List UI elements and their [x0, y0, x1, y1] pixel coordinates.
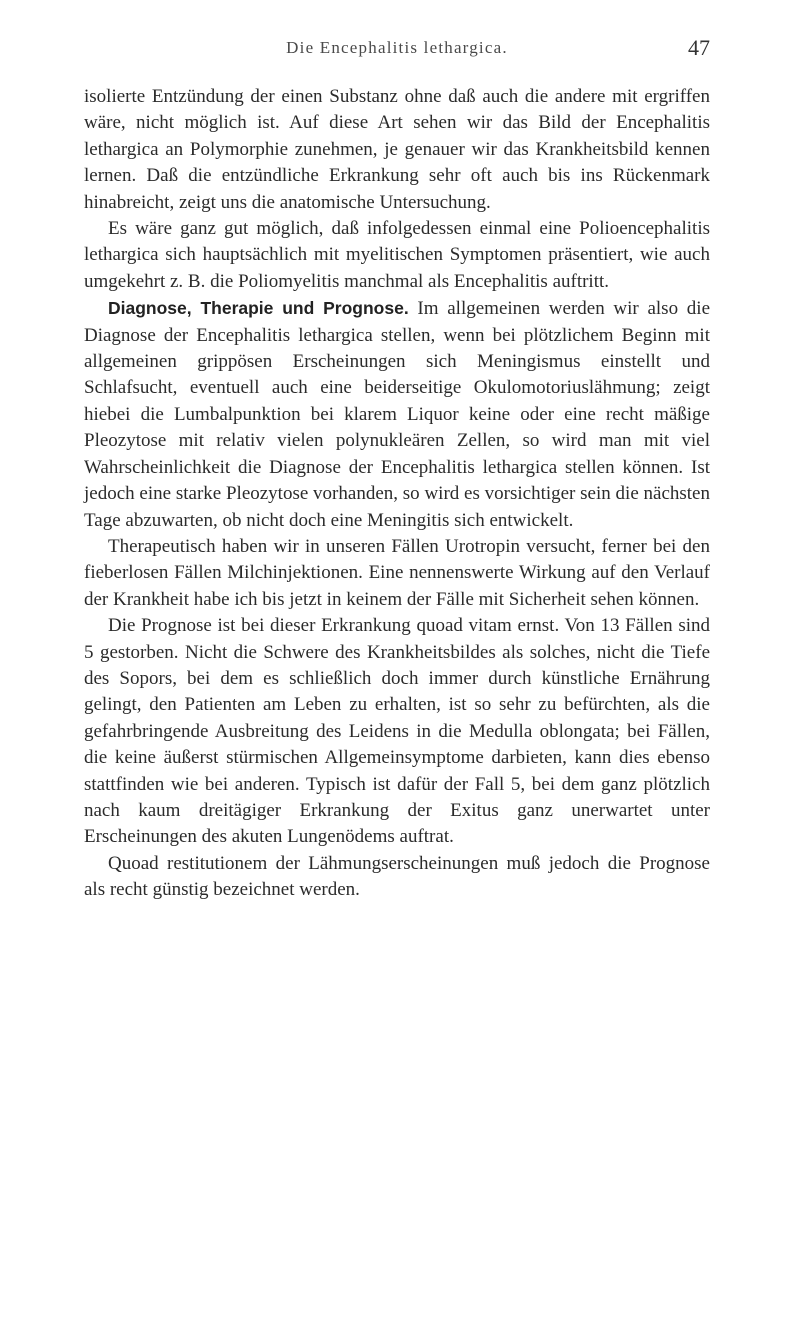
paragraph: Quoad restitutionem der Lähmungserscheinungen muß jedoch die Prognose als recht günstig bezeichnet werden.: [84, 852, 710, 901]
page-header: [84, 35, 710, 68]
paragraph: Therapeutisch haben wir in unseren Fällen Urotropin versucht, ferner bei den fieberlosen Fällen Milchinjektionen. Eine nennenswerte Wirkung auf den Verlauf der Krankheit habe ich bis jetzt in keinem der Fälle mit Sicherheit sehen können.: [84, 535, 710, 610]
paragraph: isolierte Entzündung der einen Substanz ohne daß auch die andere mit ergriffen wäre, nicht möglich ist. Auf diese Art sehen wir das Bild der Encephalitis lethargica an Polymorphie zunehmen, je genauer wir das Krankheitsbild kennen lernen. Daß die entzündliche Erkrankung sehr oft auch bis ins Rückenmark hinabreicht, zeigt uns die anatomische Untersuchung.: [84, 86, 710, 213]
page-number: 47: [688, 35, 710, 60]
paragraph: Die Prognose ist bei dieser Erkrankung quoad vitam ernst. Von 13 Fällen sind 5 gestorben. Nicht die Schwere des Krankheitsbildes als solches, nicht die Tiefe des Sopors, bei dem es schließlich doch immer durch künstliche Ernährung gelingt, den Patienten am Leben zu erhalten, ist so sehr zu befürchten, als die gefahrbringende Ausbreitung des Leidens in die Medulla oblongata; bei Fällen, die keine äußerst stürmischen Allgemeinsymptome darbieten, kann dies ebenso stattfinden wie bei anderen. Typisch ist dafür der Fall 5, bei dem ganz plötzlich nach kaum dreitägiger Erkrankung der Exitus ganz unerwartet unter Erscheinungen des akuten Lungenödems auftrat.: [84, 615, 710, 848]
paragraph: Es wäre ganz gut möglich, daß infolgedessen einmal eine Polioencephalitis lethargica sich hauptsächlich mit myelitischen Symptomen präsentiert, wie auch umgekehrt z. B. die Poliomyelitis manchmal als Encephalitis auftritt.: [84, 218, 710, 292]
section-heading: Diagnose, Therapie und Prognose.: [108, 298, 409, 319]
running-title: Die Encephalitis lethargica.: [286, 38, 508, 57]
paragraph: [84, 295, 710, 534]
paragraph-text: Im allgemeinen werden wir also die Diagnose der Encephalitis lethargica stellen, wenn bei plötzlichem Beginn mit allgemeinen grippösen Erscheinungen sich Meningismus einstellt und Schlafsucht, eventuell auch eine beiderseitige Okulomotoriuslähmung; zeigt hiebei die Lumbalpunktion bei klarem Liquor keine oder eine recht mäßige Pleozytose mit relativ vielen polynukleären Zellen, so wird man mit viel Wahrscheinlichkeit die Diagnose der Encephalitis lethargica stellen können. Ist jedoch eine starke Pleozytose vorhanden, so wird es vorsichtiger sein die nächsten Tage abzuwarten, ob nicht doch eine Meningitis sich entwickelt.: [84, 298, 711, 531]
body-text: [84, 84, 710, 904]
